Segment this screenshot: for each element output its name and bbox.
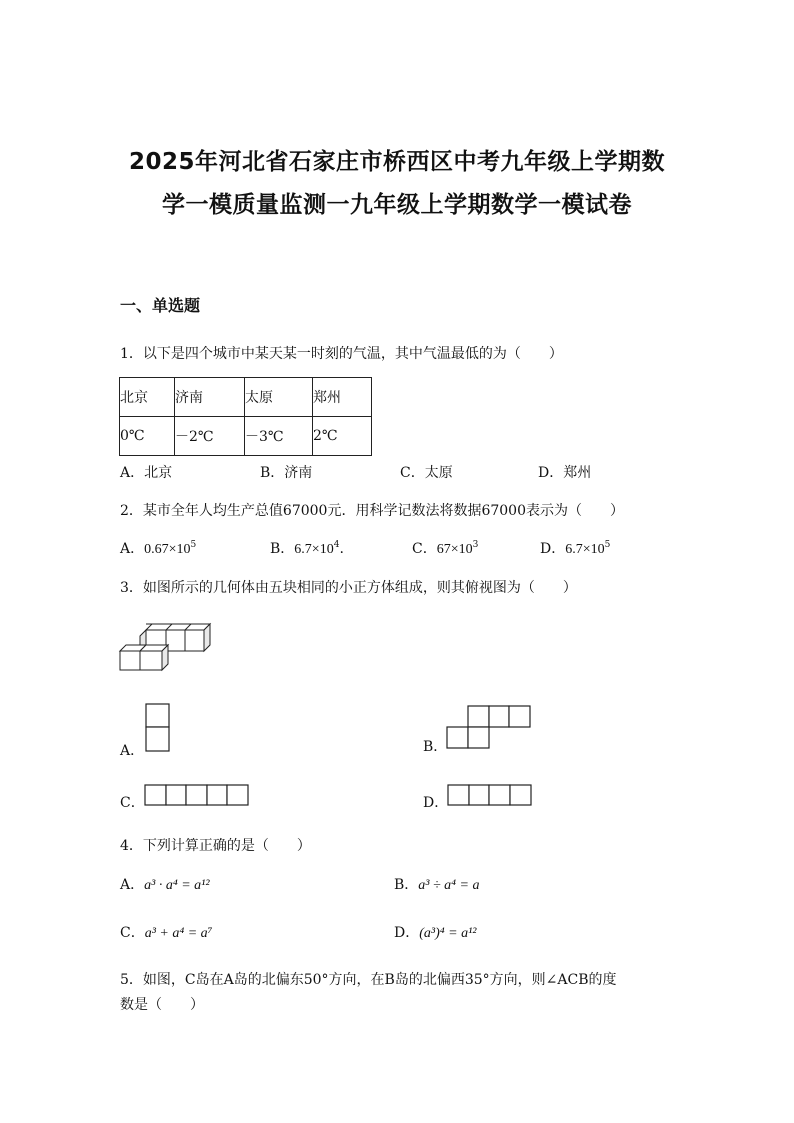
math-exponent: 3 <box>472 540 479 550</box>
top-view-option-d <box>447 784 533 807</box>
question-2-option-c[interactable] <box>412 538 478 558</box>
table-cell: 0℃ <box>120 417 175 456</box>
top-view-option-a <box>145 703 171 753</box>
question-1-option-d[interactable]: D．郑州 <box>538 465 592 481</box>
top-view-option-b <box>446 705 532 750</box>
question-2-option-b[interactable] <box>270 538 344 558</box>
math-expression: (a³)⁴ = a¹² <box>419 926 477 941</box>
math-expression: a³ · a⁴ = a¹² <box>144 878 210 893</box>
table-cell: 太原 <box>245 378 313 417</box>
math-expression: a³ ÷ a⁴ = a <box>418 878 480 893</box>
table-cell: 济南 <box>175 378 245 417</box>
question-3-option-d[interactable]: D． <box>423 795 449 811</box>
question-5-stem-line-2: 数是（ ） <box>120 997 204 1013</box>
option-label: D． <box>540 541 566 557</box>
option-label: A． <box>120 541 145 557</box>
option-label: A． <box>120 877 145 893</box>
question-4-option-d[interactable] <box>394 922 476 942</box>
question-3-option-c[interactable]: C． <box>120 795 145 811</box>
question-4-option-c[interactable] <box>120 922 213 942</box>
question-1-option-a[interactable]: A．北京 <box>120 465 173 481</box>
question-4-option-b[interactable] <box>394 874 480 894</box>
math-base: 6.7×10 <box>294 542 334 557</box>
cube-solid-figure <box>118 620 214 672</box>
table-cell: 2℃ <box>313 417 372 456</box>
question-4-option-a[interactable] <box>120 874 210 894</box>
table-row <box>120 417 372 456</box>
document-title-line-2: 学一模质量监测一九年级上学期数学一模试卷 <box>162 192 632 218</box>
math-base: 6.7×10 <box>565 542 605 557</box>
option-label: C． <box>120 925 145 941</box>
question-2-option-a[interactable] <box>120 538 196 558</box>
option-label: D． <box>394 925 420 941</box>
question-5-stem-line-1: 5．如图，C岛在A岛的北偏东50°方向，在B岛的北偏西35°方向，则∠ACB的度 <box>120 972 617 988</box>
math-base: 0.67×10 <box>144 542 191 557</box>
question-4-stem: 4．下列计算正确的是（ ） <box>120 838 311 854</box>
question-1-stem: 1．以下是四个城市中某天某一时刻的气温，其中气温最低的为（ ） <box>120 346 563 362</box>
question-1-option-c[interactable]: C．太原 <box>400 465 453 481</box>
math-expression: a³ + a⁴ = a⁷ <box>144 926 213 941</box>
table-cell: －2℃ <box>175 417 245 456</box>
question-2-stem: 2．某市全年人均生产总值67000元．用科学记数法将数据67000表示为（ ） <box>120 503 624 519</box>
question-3-option-b[interactable]: B． <box>423 739 448 755</box>
question-1-option-b[interactable]: B．济南 <box>260 465 313 481</box>
math-exponent: 5 <box>604 540 611 550</box>
option-label: B． <box>270 541 295 557</box>
math-exponent: 4 <box>333 540 340 550</box>
math-exponent: 5 <box>190 540 197 550</box>
table-cell: 北京 <box>120 378 175 417</box>
question-2-option-d[interactable] <box>540 538 610 558</box>
document-title-line-1: 2025年河北省石家庄市桥西区中考九年级上学期数 <box>128 149 665 175</box>
table-cell: 郑州 <box>313 378 372 417</box>
question-3-stem: 3．如图所示的几何体由五块相同的小正方体组成，则其俯视图为（ ） <box>120 580 577 596</box>
table-cell: －3℃ <box>245 417 313 456</box>
temperature-table <box>119 377 372 456</box>
math-base: 67×10 <box>436 542 473 557</box>
question-3-option-a[interactable]: A． <box>120 743 145 759</box>
table-row <box>120 378 372 417</box>
top-view-option-c <box>144 784 250 807</box>
math-tail: . <box>339 541 344 557</box>
section-heading: 一、单选题 <box>120 296 201 315</box>
option-label: B． <box>394 877 419 893</box>
option-label: C． <box>412 541 437 557</box>
